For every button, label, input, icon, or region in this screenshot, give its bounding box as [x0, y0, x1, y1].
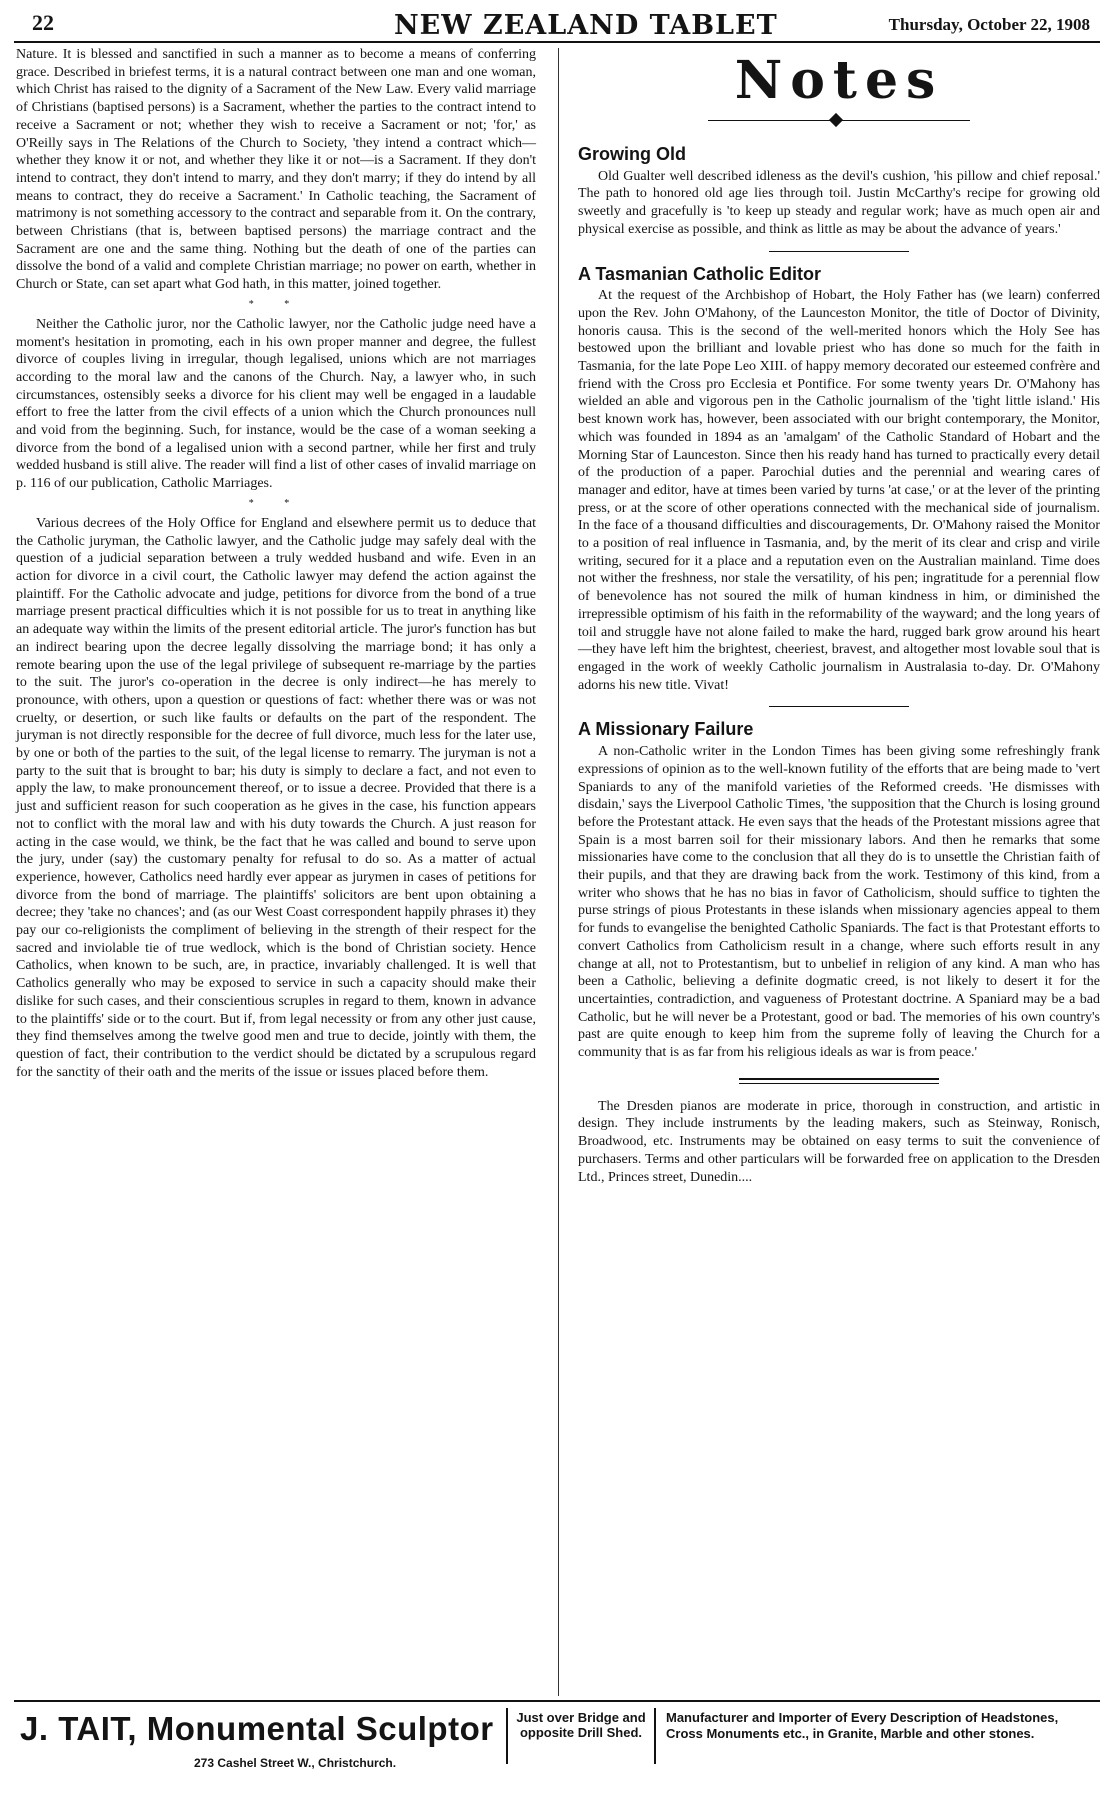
piano-notice: The Dresden pianos are moderate in price, thorough in construction, and artistic in design. They include instruments by the leading makers, such as Steinway, Ronisch, Broadwood, etc. Instruments may be obtained on easy terms to suit the convenience of purchasers. Terms and other particulars will be forwarded free on application to the Dresden Ltd., Princes street, Dunedin.... — [578, 1098, 1100, 1185]
editorial-paragraph-2: Neither the Catholic juror, nor the Catholic lawyer, nor the Catholic judge need have a moment's hesitation in promoting, each in his own proper manner and degree, the fullest divorce of couples living in irregular, though legalised, unions which are not marriages according to the moral law and the canons of the Church. Nay, a lawyer who, in such circumstances, ostensibly seeks a divorce for his client may well be engaged in a laudable effort to free the latter from the civil effects of a union which the Church pronounces null and void from the beginning. Such, for instance, would be the case of a woman seeking a divorce from the bond of a legalised union with a second partner, while her first and truly wedded husband is still alive. The reader will find a list of other cases of invalid marriage on p. 116 of our publication, Catholic Marriages. — [16, 316, 536, 492]
ad-address: 273 Cashel Street W., Christchurch. — [194, 1756, 397, 1770]
article-separator — [769, 251, 909, 252]
editorial-column — [16, 46, 536, 1081]
section-break-asterisks: * * — [248, 298, 304, 310]
issue-date: Thursday, October 22, 1908 — [888, 15, 1090, 34]
notes-header — [578, 46, 1100, 120]
masthead — [14, 6, 1100, 46]
notes-column — [578, 46, 1100, 1186]
notes-title: Notes — [734, 50, 944, 111]
article-body: A non-Catholic writer in the London Times has been giving some refreshingly frank expressions of opinion as to the well-known futility of the efforts that are being made to 'vert Spaniards to any of the manifold varieties of the Reformed creeds. 'He dismisses with disdain,' says the Liverpool Catholic Times, 'the supposition that the Church is losing ground before the Protestant attack. He even says that the heads of the Protestant missions agree that Spain is a most barren soil for their missionary labors. And then he remarks that some missionaries have come to the conclusion that all they do is to unsettle the Christian faith of their pupils, and that they are drawing back from the work. Testimony of this kind, from a writer who shows that he has no bias in favor of Catholicism, should suffice to tighten the purse strings of pious Protestants in these islands when missionary agencies appeal to them for funds to evangelise the benighted Catholic Spaniards. The fact is that Protestant efforts to convert Catholics from Catholicism result in a change, where such efforts result in any change at all, not to Protestantism, but to unbelief in religion of any kind. A man who has been a Catholic, believing a definite dogmatic creed, is not likely to desert it for the uncertainties, contradiction, and vagueness of Protestant doctrine. A Spaniard may be a bad Catholic, but he will never be a Protestant, good or bad. The memories of his own country's past are quite enough to keep him from the supreme folly of leaving the Church for a community that is as far from his religious ideals as war is from peace.' — [578, 744, 1100, 1061]
column-divider — [558, 48, 559, 1696]
article-separator — [769, 706, 909, 707]
article-heading: Growing Old — [578, 144, 686, 164]
ad-trade-description: Manufacturer and Importer of Every Description of Headstones, Cross Monuments etc., in Granite, Marble and other stones. — [666, 1710, 1059, 1741]
notice-separator — [739, 1078, 939, 1084]
advertisement — [14, 1700, 1100, 1806]
article-heading: A Tasmanian Catholic Editor — [578, 263, 822, 284]
paper-title: NEW ZEALAND TABLET — [394, 10, 778, 41]
editorial-paragraph-3: Various decrees of the Holy Office for England and elsewhere permit us to deduce that the Catholic juryman, the Catholic lawyer, and the Catholic judge may safely deal with the question of a judicial separation between a truly wedded husband and wife. Even in an action for divorce in a civil court, the Catholic lawyer may defend the action against the plaintiff. For the Catholic advocate and judge, petitions for divorce from the bond of a true marriage present practical difficulties which it is not possible for us to treat in anything like an adequate way within the limits of the present editorial article. The juror's function has but an indirect bearing upon the decree legally dissolving the marriage bond; it has only a remote bearing upon the use of the legal privilege of subsequent re-marriage by the parties to the suit. The juror's co-operation in the decree is only indirect—he has merely to pronounce, with others, upon a question or questions of fact: whether there was or was not cruelty, or desertion, or such like faults or defaults on the part of the respondent. The juryman is not directly responsible for the decree of full divorce, much less for the later use, by one or both of the parties to the suit, of the legal license to remarry. The juryman is not a party to the suit that is brought to bar; his duty is simply to declare a fact, and not even to apply the law, to make pronouncement thereof, or to issue a decree. Provided that there is a just and sufficient reason for such cooperation as he gives in the case, his function appears not to conflict with the moral law and with his duty towards the Church. A just reason for acting in the case would, we think, be the fact that he was called and bound to serve upon the jury, under (say) the customary penalty for refusal to do so. As a matter of actual experience, however, Catholics need hardly ever appear as jurymen in cases of petitions for divorce from the bond of marriage. The plaintiffs' solicitors are bent upon obtaining a decree; they 'take no chances'; and (as our West Coast correspondent happily phrases it) they pay our co-religionists the compliment of believing in the strength of their respect for the sacred and inviolable tie of true wedlock, which is the bond of Christian society. Hence Catholics, when known to be such, are, in practice, invariably challenged. It is well that Catholics generally who may be exposed to service in such a capacity should make their dislike for such cases, and their conscientious scruples in regard to them, known in advance to the plaintiffs' side or to the court. But if, from legal necessity or from any other just cause, they find themselves among the twelve good men and true to decide, jointly with them, the question of fact, their contribution to the verdict should be dictated by a scrupulous regard for the sanctity of their oath and the merits of the issue or issues placed before them. — [16, 515, 536, 1080]
masthead-rule — [14, 41, 1100, 43]
article-heading: A Missionary Failure — [578, 719, 754, 740]
article-body: Old Gualter well described idleness as the devil's cushion, 'his pillow and chief reposal.' The path to honored old age lies through toil. Justin McCarthy's recipe for growing old sweetly and gracefully is 'to keep up steady and regular work; have as much open air and physical exercise as possible, and think as little as may be about the advance of years.' — [578, 168, 1100, 237]
editorial-paragraph-1: Nature. It is blessed and sanctified in such a manner as to become a means of conferring grace. Described in briefest terms, it is a natural contract between one man and one woman, which Christ has raised to the dignity of a Sacrament of the New Law. Every valid marriage of Christians (baptised persons) is a Sacrament, whether the parties to the contract intend to receive a Sacrament or not; whether they wish to receive a Sacrament or not; 'for,' as O'Reilly says in The Relations of the Church to Society, 'they intend a contract which—whether they know it or not, and whether they like it or not—is a Sacrament. If they don't intend to contract, they don't intend to marry, and they don't marry; if they do intend by all means to contract, they do receive a Sacrament.' In Catholic teaching, the Sacrament of matrimony is not something accessory to the contract and separable from it. On the contrary, between Christians (that is, between baptised persons) the marriage contract and the Sacrament are one and the same thing. Nothing but the death of one of the parties can dissolve the bond of a valid and complete Christian marriage; no power on earth, whether in Church or State, can set apart what God hath, in this matter, joined together. — [16, 47, 536, 293]
section-break-asterisks: * * — [248, 497, 304, 509]
page-number: 22 — [32, 10, 54, 35]
article-body: At the request of the Archbishop of Hobart, the Holy Father has (we learn) conferred upon the Rev. John O'Mahony, of the Launceston Monitor, the title of Doctor of Divinity, honoris causa. This is the second of the well-merited honors which the Holy See has bestowed upon the brilliant and lovable priest who has done so much for the faith in Tasmania, for the late Pope Leo XIII. of happy memory decorated our esteemed confrère and friend with the Cross pro Ecclesia et Pontifice. For some twenty years Dr. O'Mahony has wielded an able and vigorous pen in the Catholic journalism of the 'tight little island.' His best known work has, however, been associated with our bright contemporary, the Monitor, which was founded in 1894 as an 'amalgam' of the Catholic Standard of Hobart and the Morning Star of Launceston. Since then his ready hand has turned to practically every detail of the production of a paper. Parochial duties and the perennial and wearing cares of manager and editor, have at times been varied by turns 'at case,' or at the lever of the printing press, or at the score of other operations connected with the mechanical side of journalism. In the face of a thousand difficulties and discouragements, Dr. O'Mahony raised the Monitor to a position of real influence in Tasmania, and, by the merit of its clear and crisp and virile writing, secured for it a place and a reputation even on the Australian mainland. Time does not wither the freshness, nor stale the versatility, of his pen; ingratitude for a perennial flow of benevolence has not soured the milk of human kindness in him, or diminished the irrepressible optimism of his faith in the reformability of the wayward; and the long years of toil and struggle have not alone failed to make the hard, rugged bark grow around his heart—they have left him the brightest, cheeriest, bravest, and altogether most lovable soul that is engaged in the work of weekly Catholic journalism in Australasia to-day. Dr. O'Mahony adorns his new title. Vivat! — [578, 288, 1100, 693]
ad-firm-name: J. TAIT, Monumental Sculptor — [20, 1710, 494, 1747]
ad-location: Just over Bridge and opposite Drill Shed. — [506, 1708, 656, 1764]
